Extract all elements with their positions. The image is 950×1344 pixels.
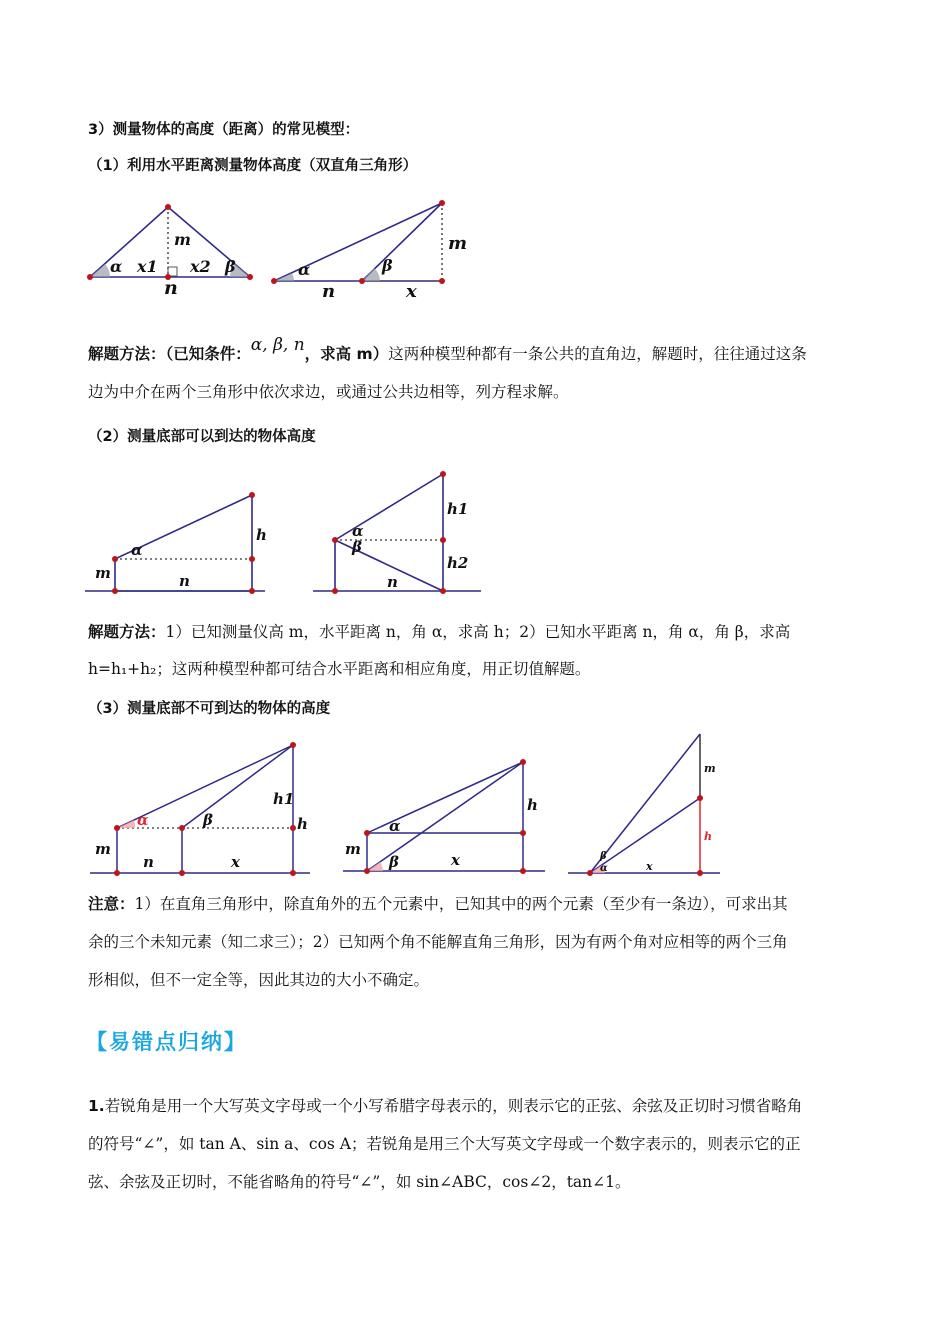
item-1-line-3: 弦、余弦及正切时，不能省略角的符号“∠”，如 sin∠ABC，cos∠2，tan∠1。 [88, 1173, 631, 1191]
method1-paragraph [88, 335, 878, 411]
subheading-2: （2）测量底部可以到达的物体高度 [88, 429, 316, 445]
label-h1: h1 [447, 500, 469, 518]
item-1-line-2: 的符号“∠”，如 tan A、sin a、cos A；若锐角是用三个大写英文字母或一个数字表示的，则表示它的正 [88, 1135, 801, 1153]
subheading-1: （1）利用水平距离测量物体高度（双直角三角形） [88, 158, 418, 174]
models-heading: 3）测量物体的高度（距离）的常见模型： [88, 122, 360, 138]
label-h2: h2 [447, 554, 469, 572]
method1-known-prefix: （已知条件： [165, 345, 251, 363]
label-x2: x2 [190, 257, 211, 276]
method2-label: 解题方法： [88, 623, 166, 641]
item-1 [88, 1087, 878, 1201]
subheading-3: （3）测量底部不可到达的物体的高度 [88, 701, 331, 717]
method2-line-1: 1）已知测量仪高 m，水平距离 n，角 α，求高 h；2）已知水平距离 n，角 α，角 β，求高 [165, 623, 791, 641]
label-m-4: m [95, 840, 111, 858]
note-line-1: 1）在直角三角形中，除直角外的五个元素中，已知其中的两个元素（至少有一条边），可求出其 [134, 895, 788, 913]
item-1-line-1: 若锐角是用一个大写英文字母或一个小写希腊字母表示的，则表示它的正弦、余弦及正切时习惯省略角 [104, 1097, 803, 1115]
label-m: m [174, 230, 191, 249]
note-line-2: 余的三个未知元素（知二求三）；2）已知两个角不能解直角三角形，因为有两个角对应相等的两个三角 [88, 933, 788, 951]
label-x-2: x [231, 853, 240, 871]
label-alpha-6: α [389, 817, 401, 835]
label-beta-5: β [389, 853, 399, 871]
label-x: x [406, 281, 417, 300]
label-beta-2: β [382, 256, 393, 275]
label-beta-6: β [600, 851, 607, 862]
section-title: 【易错点归纳】 [86, 1029, 247, 1054]
label-n-2: n [322, 281, 336, 300]
label-m-2: m [448, 233, 468, 254]
label-alpha: α [110, 257, 123, 276]
method1-text-2: 边为中介在两个三角形中依次求边，或通过公共边相等，列方程求解。 [88, 383, 569, 401]
note-label: 注意： [88, 895, 135, 913]
method1-known-vars: α, β, n [250, 335, 305, 355]
label-x-3: x [451, 851, 460, 869]
note-line-3: 形相似，但不一定全等，因此其边的大小不确定。 [88, 971, 430, 989]
label-alpha-5: α [137, 811, 149, 829]
label-n-5: n [143, 853, 154, 871]
label-h-4: h [704, 830, 712, 843]
figure-reachable-base [85, 462, 495, 602]
label-alpha-7: α [600, 863, 608, 874]
label-n-4: n [387, 573, 398, 591]
label-h: h [256, 526, 267, 544]
label-x-4: x [646, 860, 653, 873]
label-alpha-2: α [298, 260, 311, 279]
figure-double-right-triangle [80, 195, 480, 300]
method1-text-1: 这两种模型种都有一条公共的直角边，解题时，往往通过这条 [388, 345, 807, 363]
item-1-number: 1. [88, 1097, 105, 1115]
label-beta: β [225, 257, 236, 276]
label-m-6: m [704, 762, 716, 775]
note-paragraph [88, 885, 878, 999]
label-h1-2: h1 [273, 790, 295, 808]
label-beta-3: β [352, 538, 362, 556]
label-m-5: m [345, 840, 361, 858]
label-beta-4: β [203, 811, 213, 829]
method2-line-2: h=h₁+h₂；这两种模型种都可结合水平距离和相应角度，用正切值解题。 [88, 660, 591, 678]
label-n-3: n [179, 572, 190, 590]
label-n: n [164, 277, 178, 299]
label-alpha-4: α [352, 522, 364, 540]
label-alpha-3: α [131, 541, 143, 559]
label-x1: x1 [137, 257, 158, 276]
figure-unreachable-base [85, 728, 745, 878]
method1-known-suffix: ，求高 m） [304, 345, 389, 363]
label-h-2: h [297, 815, 308, 833]
label-h-3: h [527, 796, 538, 814]
method2-paragraph [88, 614, 878, 688]
method1-label: 解题方法： [88, 345, 166, 363]
label-m-3: m [95, 564, 111, 582]
